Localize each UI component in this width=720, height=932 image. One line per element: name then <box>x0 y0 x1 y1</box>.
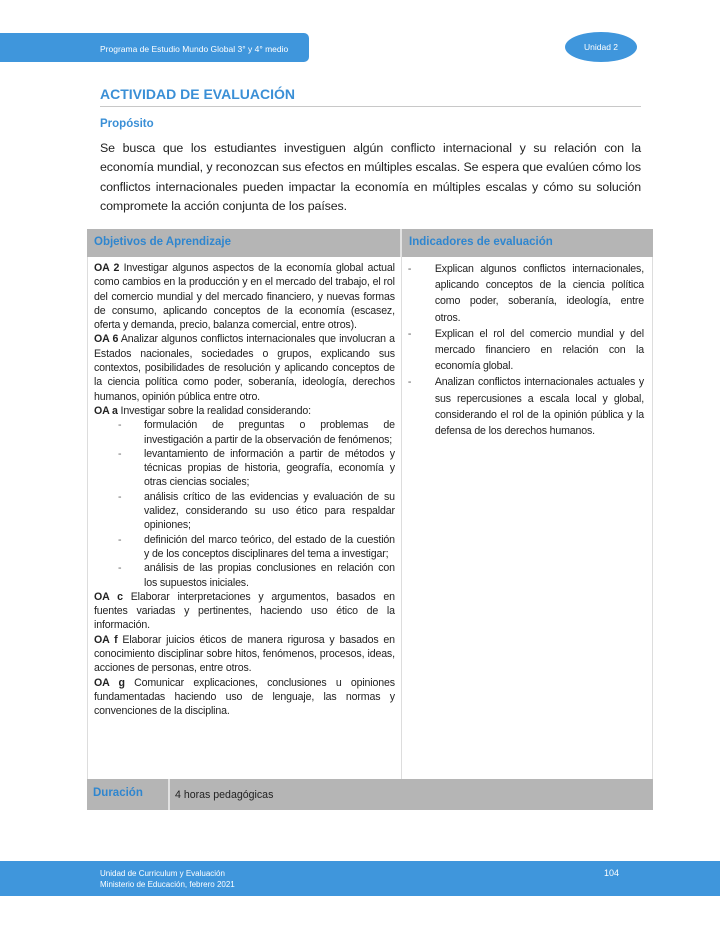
page-number: 104 <box>604 868 620 878</box>
bullet-dash: - <box>118 533 122 546</box>
purpose-text: Se busca que los estudiantes investiguen algún conflicto internacional y su relación con la economía mundial, y reconozcan sus efectos en múltiples escalas. Se espera que evalúen cómo los conflictos internacionales pueden impactar la economía en múltiples escalas y cómo su solución compromete la acción conjunta de los países. <box>100 141 641 214</box>
bullet-dash: - <box>118 490 122 503</box>
header-indicators: Indicadores de evaluación <box>409 236 553 248</box>
program-header-bar <box>0 33 309 62</box>
oa-code: OA a <box>94 404 118 417</box>
oa-item <box>94 633 395 676</box>
oa-item <box>94 404 395 418</box>
program-title: Programa de Estudio Mundo Global 3° y 4° medio <box>100 44 289 54</box>
list-item <box>94 490 395 533</box>
oa-code: OA 6 <box>94 333 119 346</box>
oa-item <box>94 332 395 403</box>
bullet-dash: - <box>118 447 122 460</box>
oa-code: OA g <box>94 676 125 689</box>
bullet-dash: - <box>407 327 412 340</box>
oa-text: Analizar algunos conflictos internacionales que involucran a Estados nacionales, sociedades o grupos, explicando sus contextos, posibilidades de resolución y aplicando conceptos de la ciencia política como poder, soberanía, ideología, derechos humanos, opinión pública entre otro. <box>94 333 395 403</box>
bullet-dash: - <box>407 376 412 389</box>
unit-badge: Unidad 2 <box>565 32 637 62</box>
indicator-text: Analizan conflictos internacionales actuales y sus repercusiones a escala local y global, considerando el rol de la opinión pública y la defensa de los derechos humanos. <box>434 376 644 438</box>
indicators-cell <box>402 257 652 779</box>
header-objectives: Objetivos de Aprendizaje <box>87 229 402 257</box>
indicator-item <box>408 261 644 326</box>
list-item <box>94 561 395 590</box>
indicator-item <box>408 374 644 439</box>
oa-text: Investigar sobre la realidad considerando: <box>120 404 311 417</box>
oa-item <box>94 676 395 719</box>
table-body <box>87 257 653 779</box>
objectives-cell <box>88 257 402 779</box>
oa-code: OA c <box>94 590 123 603</box>
title-divider <box>100 106 641 107</box>
list-item <box>94 533 395 562</box>
oa-code: OA f <box>94 633 118 646</box>
list-item-text: formulación de preguntas o problemas de investigación a partir de la observación de fenómenos; <box>144 419 395 446</box>
list-item-text: análisis de las propias conclusiones en relación con los supuestos iniciales. <box>144 562 395 589</box>
duration-value: 4 horas pedagógicas <box>175 789 274 801</box>
oa-item <box>94 590 395 633</box>
indicator-text: Explican algunos conflictos internacionales, aplicando conceptos de la ciencia política como poder, soberanía, ideología, entre otros. <box>434 263 644 324</box>
table-header <box>87 229 653 257</box>
list-item <box>94 447 395 490</box>
bullet-dash: - <box>118 562 122 575</box>
list-item-text: definición del marco teórico, del estado de la cuestión y de los conceptos disciplinares del tema a investigar; <box>144 533 395 560</box>
oa-item <box>94 261 395 332</box>
evaluation-table <box>87 229 653 810</box>
page-title: ACTIVIDAD DE EVALUACIÓN <box>100 86 295 102</box>
footer-line-2: Ministerio de Educación, febrero 2021 <box>100 880 235 889</box>
oa-text: Investigar algunos aspectos de la economía global actual como cambios en la producción y en el mercado del trabajo, el rol del comercio mundial y del mercado financiero, y nuevas formas de consumo, aplicando conceptos de la economía (escasez, oferta y demanda, precio, balanza comercial, entre otros). <box>94 262 395 332</box>
list-item-text: levantamiento de información a partir de métodos y técnicas propias de historia, geografía, economía y otras ciencias sociales; <box>144 447 395 489</box>
oa-text: Elaborar interpretaciones y argumentos, basados en fuentes variadas y pertinentes, haciendo uso ético de la información. <box>94 590 395 632</box>
indicator-item <box>408 326 644 375</box>
oa-code: OA 2 <box>94 262 120 274</box>
footer-line-1: Unidad de Curriculum y Evaluación <box>100 869 225 878</box>
duration-label: Duración <box>87 779 170 810</box>
purpose-heading: Propósito <box>100 118 154 130</box>
oa-text: Comunicar explicaciones, conclusiones u opiniones fundamentadas haciendo uso de lenguaje, las normas y convenciones de la disciplina. <box>94 676 395 718</box>
bullet-dash: - <box>118 419 122 432</box>
duration-row <box>87 779 653 810</box>
oa-text: Elaborar juicios éticos de manera rigurosa y basados en conocimiento disciplinar sobre hitos, fenómenos, procesos, ideas, acciones de personas, entre otros. <box>94 633 395 675</box>
page-footer <box>0 861 720 896</box>
indicator-text: Explican el rol del comercio mundial y del mercado financiero en relación con la economía global. <box>434 327 644 373</box>
list-item-text: análisis crítico de las evidencias y evaluación de su validez, considerando su uso ético para respaldar opiniones; <box>144 490 395 532</box>
bullet-dash: - <box>407 263 412 275</box>
list-item <box>94 418 395 447</box>
